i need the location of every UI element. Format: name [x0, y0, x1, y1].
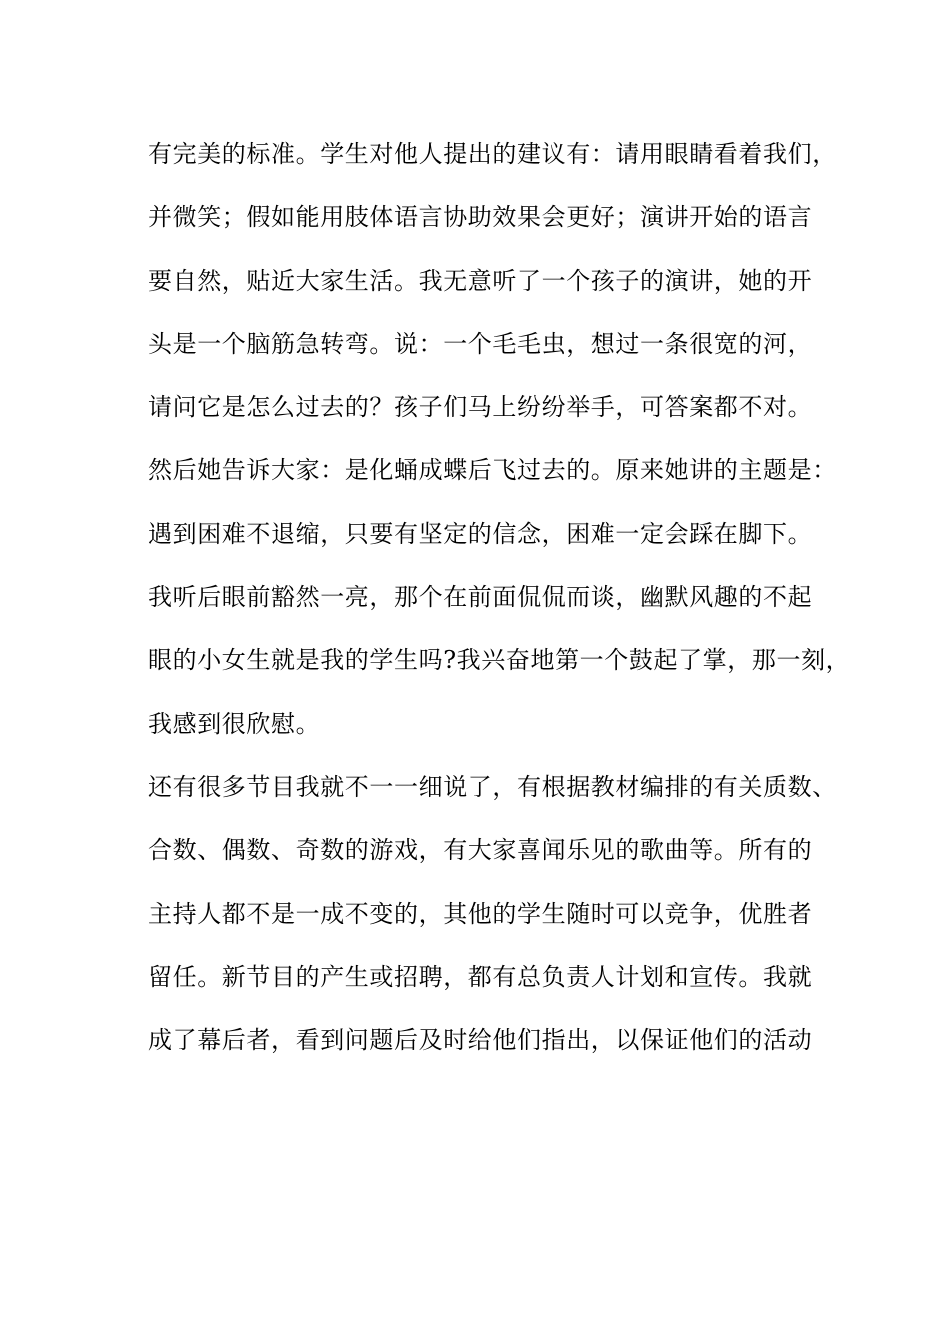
text-line: 要自然，贴近大家生活。我无意听了一个孩子的演讲，她的开 — [148, 266, 813, 295]
text-line: 并微笑；假如能用肢体语言协助效果会更好；演讲开始的语言 — [148, 203, 813, 232]
text-line: 合数、偶数、奇数的游戏，有大家喜闻乐见的歌曲等。所有的 — [148, 836, 813, 865]
text-line: 然后她告诉大家：是化蛹成蝶后飞过去的。原来她讲的主题是： — [148, 456, 837, 485]
text-line: 头是一个脑筋急转弯。说：一个毛毛虫，想过一条很宽的河， — [148, 329, 813, 358]
text-line: 请问它是怎么过去的？孩子们马上纷纷举手，可答案都不对。 — [148, 393, 813, 422]
document-body — [148, 128, 851, 1077]
text-line: 留任。新节目的产生或招聘，都有总负责人计划和宣传。我就 — [148, 962, 813, 991]
text-line: 主持人都不是一成不变的，其他的学生随时可以竞争，优胜者 — [148, 899, 813, 928]
text-line: 我听后眼前豁然一亮，那个在前面侃侃而谈，幽默风趣的不起 — [148, 583, 813, 612]
text-line: 我感到很欣慰。 — [148, 709, 321, 738]
text-line: 眼的小女生就是我的学生吗?我兴奋地第一个鼓起了掌，那一刻， — [148, 646, 851, 675]
text-line: 成了幕后者，看到问题后及时给他们指出，以保证他们的活动 — [148, 1026, 813, 1055]
text-line: 遇到困难不退缩，只要有坚定的信念，困难一定会踩在脚下。 — [148, 519, 813, 548]
text-line: 有完美的标准。学生对他人提出的建议有：请用眼睛看着我们， — [148, 140, 837, 168]
text-line: 还有很多节目我就不一一细说了，有根据教材编排的有关质数、 — [148, 772, 837, 801]
